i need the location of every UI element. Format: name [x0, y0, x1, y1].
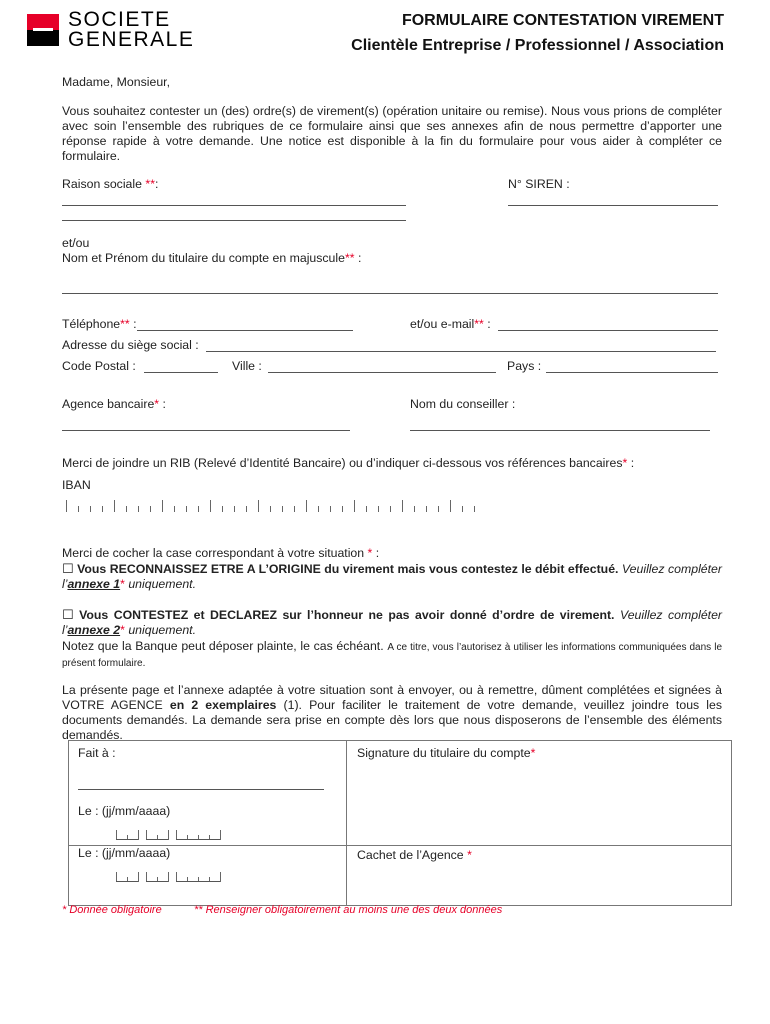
date-slot-baseline [176, 881, 220, 882]
date-slot-tick [138, 830, 139, 840]
signature-frame-divider [346, 741, 347, 905]
iban-slot-tick [78, 506, 79, 512]
iban-slot-tick [186, 506, 187, 512]
iban-slot-tick [390, 506, 391, 512]
ville-label: Ville : [232, 359, 262, 373]
option-2-block: ☐ Vous CONTESTEZ et DECLAREZ sur l’honneur ne pas avoir donné d’ordre de virement. Veuillez compléter l’annexe 2* uniquement. [62, 608, 723, 637]
code-postal-field[interactable] [144, 372, 218, 373]
pays-label: Pays : [507, 359, 542, 373]
date-slot-baseline [176, 839, 220, 840]
iban-slot-tick [294, 506, 295, 512]
agence-label: Agence bancaire* : [62, 397, 166, 411]
raison-sociale-field-line1[interactable] [62, 205, 406, 206]
agence-field[interactable] [62, 430, 350, 431]
date-label-2: Le : (jj/mm/aaaa) [78, 846, 171, 860]
option-1-block: ☐ Vous RECONNAISSEZ ETRE A L’ORIGINE du virement mais vous contestez le débit effectué. Veuillez compléter l’annexe 1* uniquement. [62, 562, 722, 591]
iban-slot-tick [402, 500, 403, 512]
situation-prompt: Merci de cocher la case correspondant à votre situation * : [62, 546, 380, 560]
iban-slot-tick [258, 500, 259, 512]
option-2-checkbox[interactable]: ☐ [62, 608, 74, 623]
form-title: FORMULAIRE CONTESTATION VIREMENT [401, 12, 724, 29]
iban-slot-tick [438, 506, 439, 512]
date-slot-tick [220, 830, 221, 840]
signature-label: Signature du titulaire du compte* [357, 746, 536, 760]
iban-slot-tick [354, 500, 355, 512]
siren-field[interactable] [508, 205, 718, 206]
iban-slot-tick [114, 500, 115, 512]
code-postal-label: Code Postal : [62, 359, 136, 373]
iban-slot-tick [198, 506, 199, 512]
date-label-1: Le : (jj/mm/aaaa) [78, 804, 171, 818]
fait-a-field[interactable] [78, 789, 324, 790]
iban-slot-tick [306, 500, 307, 512]
iban-slot-tick [270, 506, 271, 512]
telephone-field[interactable] [137, 330, 353, 331]
date-slot-tick [220, 872, 221, 882]
form-subtitle: Clientèle Entreprise / Professionnel / Association [351, 37, 724, 54]
intro-paragraph: Vous souhaitez contester un (des) ordre(s) de virement(s) (opération unitaire ou remise). Nous vous prions de compléter avec soin l’ensemble des rubriques de ce formulaire ainsi que ses annexes afin de nous permettre d’apporter une réponse rapide à votre demande. Une notice est disponible à la fin du formulaire pour vous aider à compléter ce formulaire. [62, 104, 722, 163]
iban-slot-tick [138, 506, 139, 512]
adresse-field[interactable] [206, 351, 716, 352]
pays-field[interactable] [546, 372, 718, 373]
plainte-notice: Notez que la Banque peut déposer plainte, le cas échéant. A ce titre, vous l’autorisez à utiliser les informations communiquées dans le présent formulaire. [62, 639, 723, 669]
date-slot-baseline [146, 881, 168, 882]
iban-slot-tick [366, 506, 367, 512]
greeting: Madame, Monsieur, [62, 75, 170, 89]
closing-paragraph: La présente page et l’annexe adaptée à votre situation sont à envoyer, ou à remettre, dûment complétées et signées à VOTRE AGENCE en 2 exemplaires (1). Pour faciliter le traitement de votre demande, veuillez joindre tous les documents demandés. La demande sera prise en compte dès lors que nous disposerons de l’ensemble des éléments demandés. [62, 683, 723, 742]
date-slot-baseline [116, 881, 138, 882]
rib-instruction: Merci de joindre un RIB (Relevé d’Identité Bancaire) ou d’indiquer ci-dessous vos références bancaires* : [62, 456, 635, 470]
nom-prenom-label: Nom et Prénom du titulaire du compte en majuscule** : [62, 251, 362, 265]
ville-field[interactable] [268, 372, 496, 373]
iban-slot-tick [102, 506, 103, 512]
nom-prenom-field[interactable] [62, 293, 718, 294]
iban-slot-tick [126, 506, 127, 512]
date-slot-baseline [146, 839, 168, 840]
email-field[interactable] [498, 330, 718, 331]
option-1-text: Vous RECONNAISSEZ ETRE A L’ORIGINE du virement mais vous contestez le débit effectué. [77, 562, 619, 576]
iban-slot-tick [234, 506, 235, 512]
iban-slot-tick [414, 506, 415, 512]
date-slot-baseline [116, 839, 138, 840]
iban-slot-tick [318, 506, 319, 512]
societe-generale-logo-mark [27, 14, 59, 46]
raison-sociale-field-line2[interactable] [62, 220, 406, 221]
iban-label: IBAN [62, 478, 91, 492]
iban-slot-tick [282, 506, 283, 512]
raison-sociale-label: Raison sociale **: [62, 177, 159, 191]
iban-field[interactable] [66, 500, 474, 512]
adresse-label: Adresse du siège social : [62, 338, 199, 352]
siren-label: N° SIREN : [508, 177, 570, 191]
date-slot-tick [138, 872, 139, 882]
footnote-either: ** Renseigner obligatoirement au moins une des deux données [194, 904, 503, 916]
societe-generale-logo-text: SOCIETE GENERALE [68, 8, 195, 51]
iban-slot-tick [246, 506, 247, 512]
iban-slot-tick [378, 506, 379, 512]
iban-slot-tick [174, 506, 175, 512]
iban-slot-tick [342, 506, 343, 512]
date-slot-tick [168, 830, 169, 840]
cachet-label: Cachet de l’Agence * [357, 848, 472, 862]
iban-slot-tick [450, 500, 451, 512]
iban-slot-tick [330, 506, 331, 512]
email-label: et/ou e-mail** : [410, 317, 491, 331]
iban-slot-tick [210, 500, 211, 512]
iban-slot-tick [90, 506, 91, 512]
iban-slot-tick [222, 506, 223, 512]
iban-slot-tick [462, 506, 463, 512]
iban-slot-tick [150, 506, 151, 512]
option-2-text: Vous CONTESTEZ et DECLAREZ sur l’honneur ne pas avoir donné d’ordre de virement. [79, 608, 615, 622]
annexe-1-link: annexe 1 [67, 577, 121, 591]
footnote-required: * Donnée obligatoire [62, 904, 162, 916]
date-slot-tick [168, 872, 169, 882]
etou-label: et/ou [62, 236, 90, 250]
iban-slot-tick [66, 500, 67, 512]
iban-slot-tick [162, 500, 163, 512]
telephone-label: Téléphone** : [62, 317, 137, 331]
option-1-checkbox[interactable]: ☐ [62, 562, 74, 577]
annexe-2-link: annexe 2 [67, 623, 121, 637]
conseiller-field[interactable] [410, 430, 710, 431]
fait-a-label: Fait à : [78, 746, 116, 760]
conseiller-label: Nom du conseiller : [410, 397, 516, 411]
iban-slot-tick [426, 506, 427, 512]
iban-slot-tick [474, 506, 475, 512]
